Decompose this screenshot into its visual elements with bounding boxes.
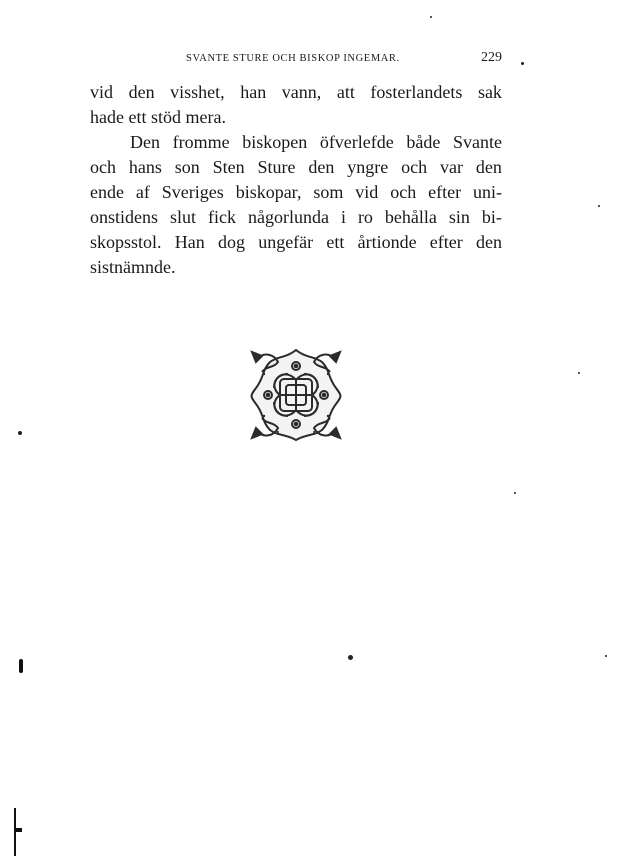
text-line [90,105,502,130]
word: af [135,182,150,202]
word: vid [355,182,379,202]
word: fosterlandets [370,82,463,102]
word: uni- [473,182,502,202]
word: biskopen [242,132,308,152]
word: Svante [452,132,502,152]
word: och [90,157,116,177]
word: ro [357,207,373,227]
scan-edge-mark [14,808,16,856]
word: skopsstol. [90,232,162,252]
word: hade ett stöd mera. [90,107,226,127]
scan-speck [605,655,607,657]
word: den [128,82,155,102]
word: slut [170,207,197,227]
word: någorlunda [247,207,329,227]
word: bi- [481,207,502,227]
word: som [313,182,344,202]
word: och [390,182,417,202]
word: öfverlefde [319,132,394,152]
scan-speck [521,62,524,65]
text-line [90,155,502,180]
word: fick [208,207,236,227]
text-line [90,130,502,155]
word: efter [429,232,463,252]
scan-speck [578,372,580,374]
word: behålla [384,207,437,227]
word: den [308,157,335,177]
page-number: 229 [481,50,502,65]
scan-speck [348,655,353,660]
text-line [90,230,502,255]
word: Den [130,132,160,152]
text-line [90,205,502,230]
scan-speck [514,492,516,494]
word: den [475,232,502,252]
word: den [475,157,502,177]
word: sistnämnde. [90,257,176,277]
word: och [401,157,428,177]
word: biskopar, [235,182,302,202]
word: Sture [257,157,296,177]
scan-speck [430,16,432,18]
word: fromme [172,132,230,152]
text-line [90,255,502,280]
scan-speck [598,205,600,207]
word: att [336,82,355,102]
scan-speck [18,431,22,435]
word: Sten [212,157,245,177]
text-line [90,180,502,205]
word: onstidens [90,207,159,227]
word: ungefär [258,232,314,252]
word: hans [128,157,162,177]
word: Sveriges [161,182,224,202]
word: han [240,82,267,102]
word: Han [174,232,205,252]
scan-edge-mark [14,828,22,832]
body-paragraphs [90,80,502,280]
word: sak [477,82,502,102]
word: ett [326,232,345,252]
text-line [90,80,502,105]
word: årtionde [357,232,417,252]
celtic-knot-ornament-icon [244,344,348,446]
word: vid [90,82,114,102]
word: efter [428,182,462,202]
word: visshet, [170,82,225,102]
running-title: SVANTE STURE OCH BISKOP INGEMAR. [186,53,400,64]
running-head [90,50,502,69]
word: yngre [347,157,389,177]
word: vann, [281,82,322,102]
word: sin [448,207,470,227]
word: både [406,132,441,152]
word: ende [90,182,124,202]
scan-edge-mark [19,659,23,673]
word: son [174,157,200,177]
word: var [440,157,463,177]
word: i [340,207,346,227]
word: dog [217,232,245,252]
